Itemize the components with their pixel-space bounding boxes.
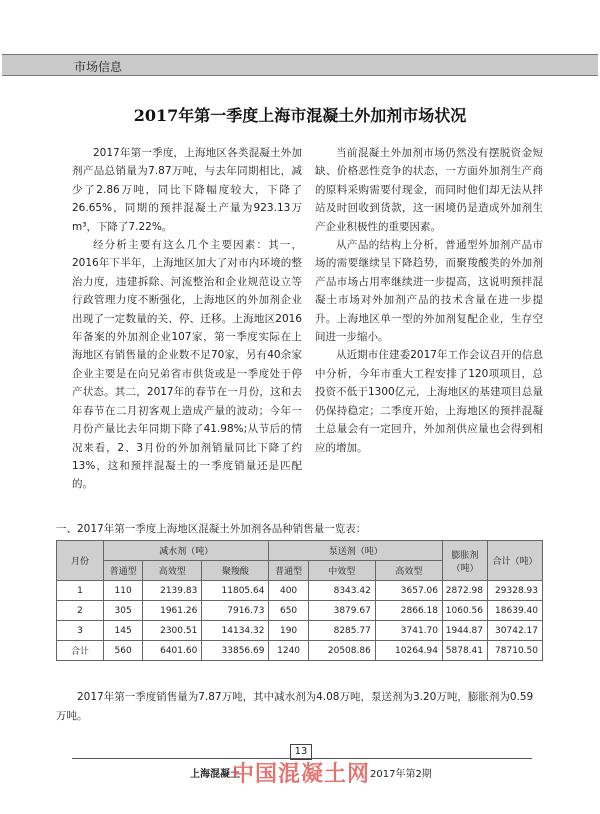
table-cell: 8285.77 [308,621,375,641]
table-cell: 400 [269,581,308,601]
table-cell: 1961.26 [143,601,202,621]
table-row [57,601,543,621]
table-cell: 1060.56 [443,601,488,621]
table-row [57,581,543,601]
table-cell: 1240 [269,641,308,661]
table-cell: 20508.86 [308,641,375,661]
left-column [72,144,302,494]
table-cell: 110 [104,581,143,601]
table-header-row [57,541,543,561]
table-cell: 3741.70 [375,621,442,641]
header-pump-group: 泵送剂（吨） [269,541,443,561]
table-cell: 30742.17 [488,621,543,641]
paragraph: 经分析主要有这么几个主要因素：其一，2016年下半年，上海地区加大了对市内环境的整治力度，违建拆除、河流整治和企业规范设立等行政管理力度不断强化，上海地区的外加剂企业出现了一定数量的关、停、迁移。上海地区2016年备案的外加剂企业107家，第一季度实际在上海地区有销售量的企业数不足70家，另有40余家企业主要是在向兄弟省市供货或是一季度处于停产状态。其二，2017年的春节在一月份，这和去年春节在二月初客观上造成产量的波动；今年一月份产量比去年同期下降了41.98%;从节后的情况来看，2、3月份的外加剂销量同比下降了约13%，这和预拌混凝土的一季度销量还是匹配的。 [72,239,302,491]
table-cell: 1 [57,581,104,601]
paragraph: 2017年第一季度，上海地区各类混凝土外加剂产品总销量为7.87万吨，与去年同期相比，减少了2.86万吨，同比下降幅度较大，下降了26.65%，同期的预拌混凝土产量为923.13万m³，下降了7.22%。 [72,147,302,233]
table-cell: 3879.67 [308,601,375,621]
section-header-bar [2,54,598,76]
table-caption: 一、2017年第一季度上海地区混凝土外加剂各品种销售量一览表： [56,523,367,535]
table-cell: 190 [269,621,308,641]
footer-issue: 2017年第2期 [370,769,432,780]
right-column [315,144,543,457]
table-cell: 18639.40 [488,601,543,621]
table-cell: 560 [104,641,143,661]
subheader-cell: 高效型 [375,561,442,581]
table-cell: 8343.42 [308,581,375,601]
watermark-logo: 中国混凝土网 [232,762,371,787]
page-number: 13 [290,744,312,760]
table-row [57,621,543,641]
table-cell: 305 [104,601,143,621]
table-cell: 5878.41 [443,641,488,661]
footer-publication: 上海混凝土 [190,769,240,780]
table-cell: 6401.60 [143,641,202,661]
article-title: 2017年第一季度上海市混凝土外加剂市场状况 [133,106,467,125]
table-cell: 2 [57,601,104,621]
table-cell: 2866.18 [375,601,442,621]
table-cell: 11805.64 [202,581,269,601]
table-cell: 3 [57,621,104,641]
table-cell: 7916.73 [202,601,269,621]
subheader-cell: 聚羧酸 [202,561,269,581]
subheader-cell: 中效型 [308,561,375,581]
sales-table [56,540,543,661]
section-label: 市场信息 [74,60,123,74]
summary-text [56,688,543,726]
table-cell: 2139.83 [143,581,202,601]
paragraph: 当前混凝土外加剂市场仍然没有摆脱资金短缺、价格恶性竞争的状态，一方面外加剂生产商的原料采购需要付现金，而同时他们却无法从拌站及时回收到货款，这一困境仍是造成外加剂生产企业积极性的重要因素。 [315,147,543,233]
table-cell: 78710.50 [488,641,543,661]
table-cell: 合计 [57,641,104,661]
table-cell: 2300.51 [143,621,202,641]
paragraph: 从近期市住建委2017年工作会议召开的信息中分析，今年市重大工程安排了120项项目，总投资不低于1300亿元，上海地区的基建项目总量仍保持稳定；二季度开始，上海地区的预拌混凝土总量会有一定回升，外加剂供应量也会得到相应的增加。 [315,349,543,454]
header-reducer-group: 减水剂（吨） [104,541,269,561]
table-cell: 650 [269,601,308,621]
header-month: 月份 [57,541,104,581]
summary-paragraph: 2017年第一季度销售量为7.87万吨，其中减水剂为4.08万吨，泵送剂为3.20万吨，膨胀剂为0.59万吨。 [56,691,534,722]
table-cell: 14134.32 [202,621,269,641]
table-cell: 2872.98 [443,581,488,601]
header-total: 合计（吨） [488,541,543,581]
table-cell: 1944.87 [443,621,488,641]
table-cell: 33856.69 [202,641,269,661]
subheader-cell: 普通型 [269,561,308,581]
header-expansion: 膨胀剂（吨） [443,541,488,581]
table-cell: 29328.93 [488,581,543,601]
table-total-row [57,641,543,661]
paragraph: 从产品的结构上分析，普通型外加剂产品市场的需要继续呈下降趋势，而聚羧酸类的外加剂产品市场占用率继续进一步提高，这说明预拌混凝土市场对外加剂产品的技术含量在进一步提升。上海地区单一型的外加剂复配企业，生存空间进一步缩小。 [315,239,543,344]
table-cell: 145 [104,621,143,641]
table-cell: 10264.94 [375,641,442,661]
table-cell: 3657.06 [375,581,442,601]
subheader-cell: 普通型 [104,561,143,581]
subheader-cell: 高效型 [143,561,202,581]
